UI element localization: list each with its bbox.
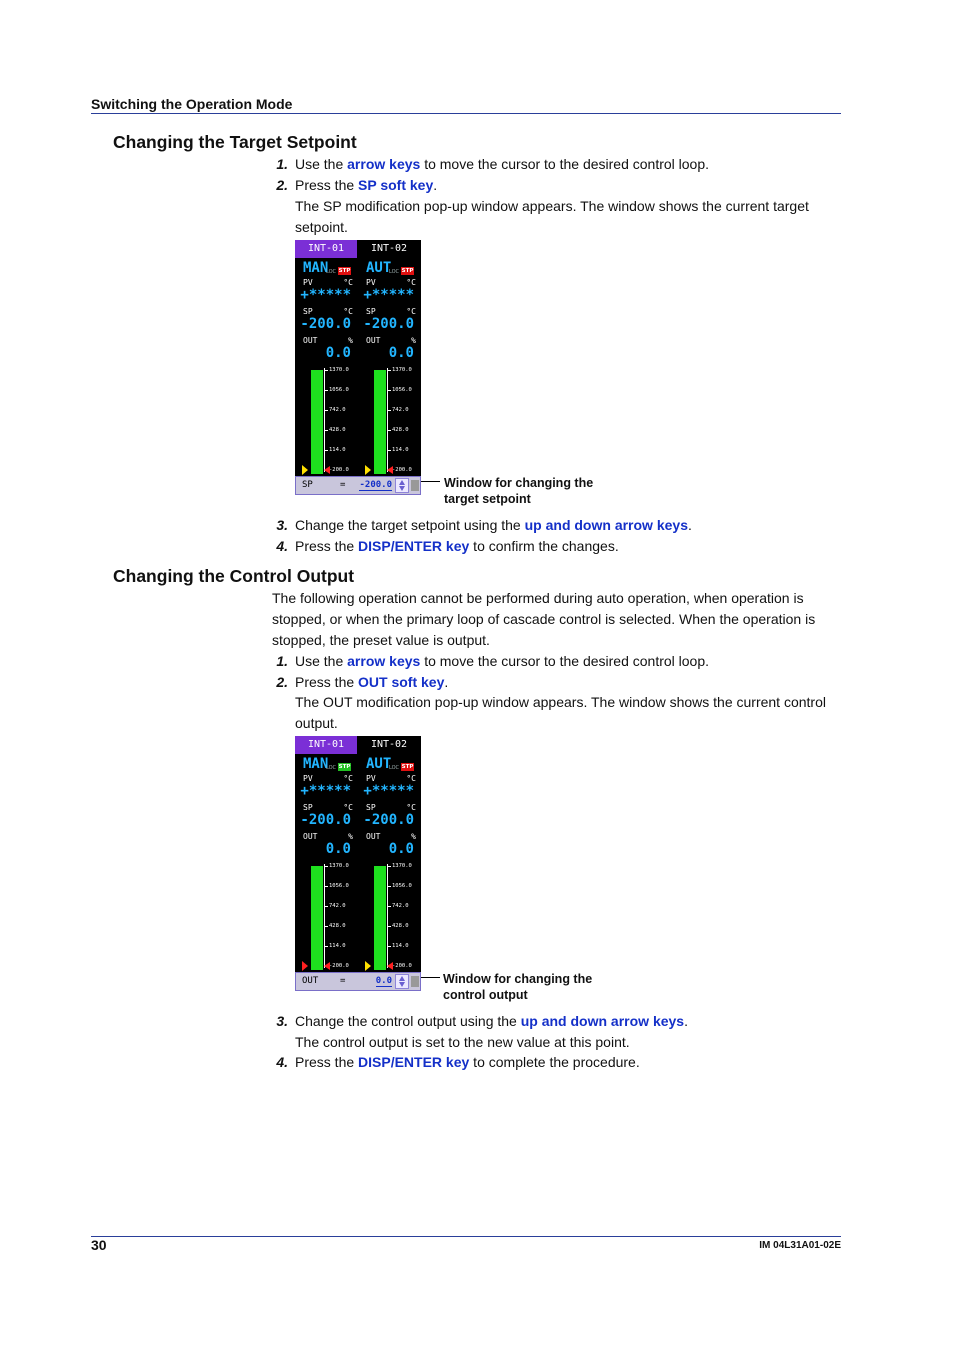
leader-line (421, 481, 440, 482)
pv-value: +***** (300, 287, 351, 303)
key-ref: OUT soft key (358, 674, 445, 690)
step-1: 1. Use the arrow keys to move the cursor to the desired control loop. (276, 653, 710, 669)
loc-label: LOC (389, 269, 400, 275)
sp-value: -200.0 (300, 812, 351, 828)
mode-label: MAN (303, 756, 329, 772)
status-badge: STP (338, 764, 351, 770)
alarm-marker-icon (387, 962, 393, 970)
step-note: The control output is set to the new value at this point. (295, 1034, 630, 1050)
step-3: 3. Change the target setpoint using the up and down arrow keys. (276, 517, 692, 533)
scale-axis (324, 864, 325, 968)
loc-label: LOC (326, 269, 337, 275)
loop-pane-1: INT-01 MAN LOC STP PV °C +***** SP °C -200.0 OUT % 0.0 1370.0 1056.0 742.0 428.0 114.0 -200.0 (295, 240, 357, 476)
status-badge: STP (401, 268, 414, 274)
section-title-output: Changing the Control Output (113, 566, 355, 586)
figure-caption-out: Window for changing the control output (443, 972, 593, 1002)
key-ref: up and down arrow keys (524, 517, 688, 533)
step-3: 3. Change the control output using the up and down arrow keys. (276, 1013, 688, 1029)
key-ref: arrow keys (347, 156, 421, 172)
sp-marker-icon (302, 465, 308, 475)
page-number: 30 (91, 1237, 107, 1253)
loc-label: LOC (389, 765, 400, 771)
sp-marker-icon (365, 465, 371, 475)
pv-bar (311, 866, 323, 970)
intro-paragraph: The following operation cannot be performed during auto operation, when operation is stopped, or when the primary loop of cascade control is selected. When the operation is stopped, the preset value is output. (272, 590, 816, 648)
key-ref: up and down arrow keys (520, 1013, 685, 1029)
loop-pane-2: INT-02 AUT LOC STP PV °C +***** SP °C -200.0 OUT % 0.0 1370.0 1056.0 742.0 428.0 114.0 -200.0 (358, 240, 420, 476)
step-note: The OUT modification pop-up window appears. The window shows the current control output. (295, 694, 826, 731)
loop-tag: INT-02 (358, 240, 420, 258)
out-value: 0.0 (388, 345, 414, 361)
status-badge: STP (401, 764, 414, 770)
status-badge: STP (338, 268, 351, 274)
scale-axis (387, 864, 388, 968)
key-ref: DISP/ENTER key (358, 1054, 470, 1070)
step-2: 2. Press the OUT soft key. (276, 674, 449, 690)
leader-line (421, 977, 440, 978)
out-value: 0.0 (325, 841, 351, 857)
alarm-marker-icon (324, 962, 330, 970)
sp-popup-window[interactable]: SP = -200.0 (295, 476, 421, 495)
sp-popup-value[interactable]: -200.0 (359, 480, 392, 490)
section-title-setpoint: Changing the Target Setpoint (113, 132, 357, 152)
mode-label: MAN (303, 260, 329, 276)
key-ref: SP soft key (358, 177, 434, 193)
footer-rule (91, 1236, 841, 1237)
controller-screen-sp (295, 240, 421, 495)
out-value: 0.0 (325, 345, 351, 361)
loc-label: LOC (326, 765, 337, 771)
pv-value: +***** (300, 783, 351, 799)
pv-value: +***** (363, 783, 414, 799)
step-note: The SP modification pop-up window appears. The window shows the current target setpoint. (295, 198, 809, 235)
up-down-arrows-icon[interactable] (395, 478, 409, 493)
out-popup-value[interactable]: 0.0 (375, 976, 392, 986)
running-header: Switching the Operation Mode (91, 96, 293, 112)
sp-value: -200.0 (363, 812, 414, 828)
pv-bar (374, 370, 386, 474)
loop-pane-2: INT-02 AUT LOC STP PV °C +***** SP °C -200.0 OUT % 0.0 1370.0 1056.0 742.0 428.0 114.0 -200.0 (358, 736, 420, 972)
figure-caption-sp: Window for changing the target setpoint (444, 476, 594, 506)
mode-label: AUT (366, 260, 392, 276)
key-ref: arrow keys (347, 653, 421, 669)
loop-pane-1: INT-01 MAN LOC STP PV °C +***** SP °C -200.0 OUT % 0.0 1370.0 1056.0 742.0 428.0 114.0 -200.0 (295, 736, 357, 972)
document-id: IM 04L31A01-02E (759, 1240, 841, 1251)
up-down-arrows-icon[interactable] (395, 974, 409, 989)
out-popup-window[interactable]: OUT = 0.0 (295, 972, 421, 991)
alarm-marker-icon (324, 466, 330, 474)
sp-value: -200.0 (363, 316, 414, 332)
out-value: 0.0 (388, 841, 414, 857)
pv-bar (374, 866, 386, 970)
header-rule (91, 113, 841, 114)
alarm-marker-icon (387, 466, 393, 474)
step-4: 4. Press the DISP/ENTER key to confirm the changes. (276, 538, 619, 554)
scale-axis (387, 368, 388, 472)
out-marker-icon (302, 961, 308, 971)
step-2: 2. Press the SP soft key. (276, 177, 438, 193)
sp-value: -200.0 (300, 316, 351, 332)
mode-label: AUT (366, 756, 392, 772)
loop-tag: INT-02 (358, 736, 420, 754)
loop-tag: INT-01 (295, 736, 357, 754)
step-4: 4. Press the DISP/ENTER key to complete the procedure. (276, 1054, 640, 1070)
sp-marker-icon (365, 961, 371, 971)
loop-tag: INT-01 (295, 240, 357, 258)
pv-value: +***** (363, 287, 414, 303)
controller-screen-out (295, 736, 421, 991)
pv-bar (311, 370, 323, 474)
step-1: 1. Use the arrow keys to move the cursor to the desired control loop. (276, 156, 710, 172)
scale-axis (324, 368, 325, 472)
key-ref: DISP/ENTER key (358, 538, 470, 554)
